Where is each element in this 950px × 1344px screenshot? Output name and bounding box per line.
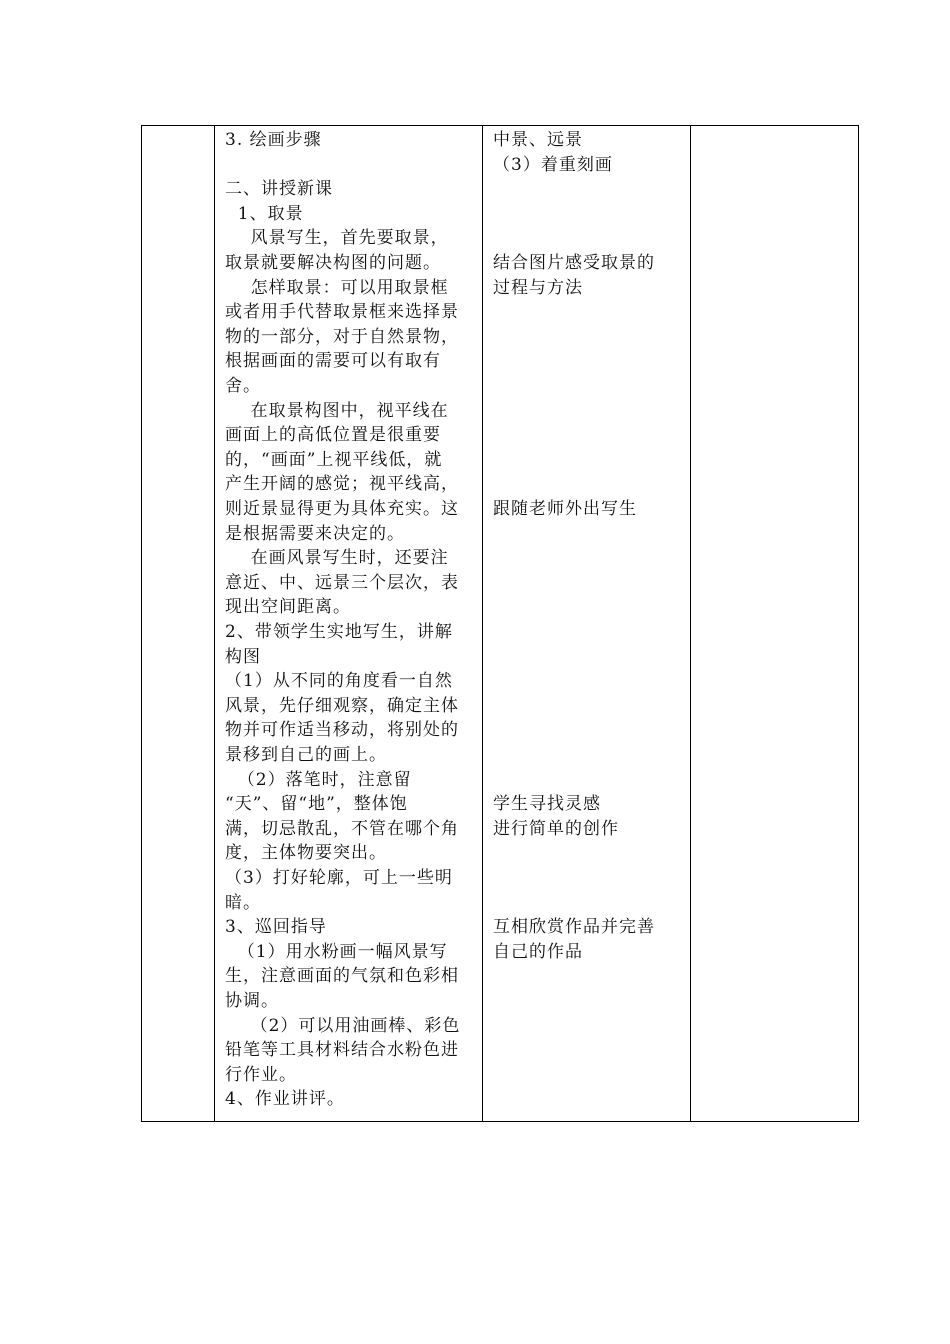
content-line: 生，注意画面的气氛和色彩相 xyxy=(225,966,459,987)
label-column xyxy=(142,126,214,1121)
content-line: 暗。 xyxy=(225,892,261,913)
content-line: 是根据需要来决定的。 xyxy=(225,523,405,544)
content-line: 现出空间距离。 xyxy=(225,597,351,618)
content-line: 画面上的高低位置是很重要 xyxy=(225,425,441,446)
content-line: （1）用水粉画一幅风景写 xyxy=(225,941,448,962)
column-divider xyxy=(482,126,483,1121)
content-line: （3）打好轮廓，可上一些明 xyxy=(225,868,453,888)
content-line: 协调。 xyxy=(225,991,279,1011)
content-line: 怎样取景：可以用取景框 xyxy=(225,277,449,298)
content-line: 则近景显得更为具体充实。这 xyxy=(225,499,459,519)
content-line: 取景就要解决构图的问题。 xyxy=(225,253,441,273)
content-line: （2）可以用油画棒、彩色 xyxy=(225,1015,461,1036)
content-line: 景移到自己的画上。 xyxy=(225,745,387,765)
content-line: 1、取景 xyxy=(225,203,304,224)
student-activity-line: 互相欣赏作品并完善 xyxy=(493,917,655,938)
student-activity-line: 学生寻找灵感 xyxy=(493,794,601,815)
content-line: 风景，先仔细观察，确定主体 xyxy=(225,695,459,716)
notes-column xyxy=(691,126,858,1121)
content-line: 舍。 xyxy=(225,376,261,396)
lesson-plan-table xyxy=(141,125,859,1122)
content-line: 物的一部分，对于自然景物， xyxy=(225,326,459,347)
content-line: 产生开阔的感觉；视平线高， xyxy=(225,474,459,495)
content-line: 风景写生，首先要取景， xyxy=(225,228,449,249)
student-activity-column xyxy=(493,128,683,1121)
teaching-content-column xyxy=(225,128,473,1121)
content-line: 满，切忌散乱，不管在哪个角 xyxy=(225,818,459,839)
content-line: 行作业。 xyxy=(225,1064,297,1085)
student-activity-line: 过程与方法 xyxy=(493,277,583,298)
content-line: 或者用手代替取景框来选择景 xyxy=(225,302,459,323)
content-line: （1）从不同的角度看一自然 xyxy=(225,671,453,692)
content-line: 铅笔等工具材料结合水粉色进 xyxy=(225,1040,459,1061)
student-activity-line: 进行简单的创作 xyxy=(493,818,619,839)
content-line: 度，主体物要突出。 xyxy=(225,843,387,864)
student-activity-line: 结合图片感受取景的 xyxy=(493,253,655,273)
content-line: 物并可作适当移动，将别处的 xyxy=(225,720,459,741)
content-line: 根据画面的需要可以有取有 xyxy=(225,351,441,372)
content-line: 3、巡回指导 xyxy=(225,917,327,938)
content-line: （2）落笔时，注意留 xyxy=(225,769,412,790)
content-line: 的，“画面”上视平线低，就 xyxy=(225,449,443,470)
content-line: 构图 xyxy=(225,646,261,667)
content-line: “天”、留“地”，整体饱 xyxy=(225,794,408,815)
student-activity-line: 中景、远景 xyxy=(493,130,583,150)
content-line: 4、作业讲评。 xyxy=(225,1089,345,1110)
content-line xyxy=(225,153,473,178)
student-activity-line: 自己的作品 xyxy=(493,941,583,962)
student-activity-line: （3）着重刻画 xyxy=(493,154,613,175)
student-activity-line: 跟随老师外出写生 xyxy=(493,499,637,519)
content-line: 在画风景写生时，还要注 xyxy=(225,548,449,569)
content-line: 在取景构图中，视平线在 xyxy=(225,400,449,421)
content-line: 意近、中、远景三个层次，表 xyxy=(225,572,459,593)
content-line: 3. 绘画步骤 xyxy=(225,130,322,150)
content-line: 二、讲授新课 xyxy=(225,179,333,200)
column-divider xyxy=(214,126,215,1121)
content-line: 2、带领学生实地写生，讲解 xyxy=(225,622,453,642)
